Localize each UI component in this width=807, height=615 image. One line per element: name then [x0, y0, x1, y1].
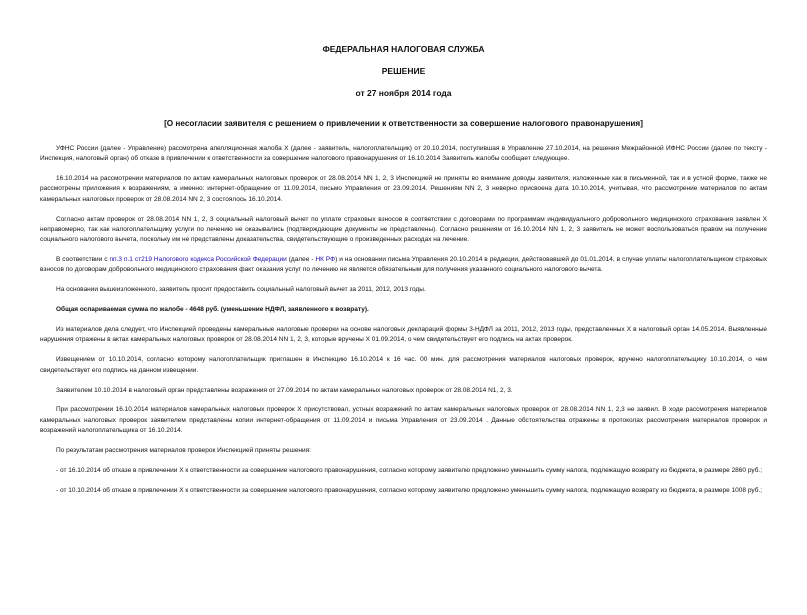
paragraph: Заявителем 10.10.2014 в налоговый орган представлены возражения от 27.09.2014 по актам камеральных налоговых проверок от 28.08.2014 N1, 2, 3. [56, 386, 513, 394]
paragraph-text: В соответствии с [56, 256, 110, 264]
tax-code-link[interactable]: НК РФ [315, 256, 336, 264]
paragraph: Согласно актам проверок от 28.08.2014 NN 1, 2, 3 социальный налоговый вычет по уплате страховых взносов в соответствии с договорами по программам индивидуального добровольного медицинского страхования заявлен X неправомерно, так как налогоплательщику услуги по лечению не оказывались (подтверждающие документы не представлены). Согласно решениям от 16.10.2014 NN 1, 2, 3 заявитель не может воспользоваться правом на получение социального налогового вычета, поскольку им не представлены доказательства, свидетельствующие о произведенных расходах на лечение. [40, 215, 767, 244]
paragraph-text: (далее - [286, 256, 316, 264]
document-page [0, 44, 807, 615]
document-body [40, 144, 767, 496]
paragraph: УФНС России (далее - Управление) рассмотрена апелляционная жалоба X (далее - заявитель, налогоплательщик) от 20.10.2014, поступившая в Управление 27.10.2014, на решения Межрайонной ИФНС России (далее по тексту - Инспекция, налоговый орган) об отказе в привлечении к ответственности за совершение налогового правонарушения от 16.10.2014 Заявитель жалобы сообщает следующее. [40, 145, 767, 163]
decision-list-item: - от 10.10.2014 об отказе в привлечении X к ответственности за совершение налогового правонарушения, согласно которому заявителю предложено уменьшить сумму налога, подлежащую возврату из бюджета, в размере 1008 руб.; [56, 486, 763, 494]
paragraph: По результатам рассмотрения материалов проверок Инспекцией приняты решения: [56, 446, 311, 454]
document-type-heading: РЕШЕНИЕ [381, 66, 426, 76]
disputed-amount-paragraph: Общая оспариваемая сумма по жалобе - 4648 руб. (уменьшение НДФЛ, заявленного к возврату). [56, 306, 369, 314]
paragraph: Извещением от 10.10.2014, согласно которому налогоплательщик приглашен в Инспекцию 16.10.2014 к 16 час. 00 мин. для рассмотрения материалов налоговых проверок, вручено налогоплательщику 10.10.2014, о чем свидетельствует его подпись на данном извещении. [40, 356, 767, 374]
document-subject: [О несогласии заявителя с решением о привлечении к ответственности за совершение налогового правонарушения] [164, 119, 643, 128]
tax-code-article-link[interactable]: пп.3 п.1 ст219 Налогового кодекса Российской Федерации [109, 256, 287, 264]
document-date: от 27 ноября 2014 года [355, 88, 452, 98]
paragraph: 16.10.2014 на рассмотрении материалов по актам камеральных налоговых проверок от 28.08.2014 NN 1, 2, 3 Инспекцией не приняты во внимание доводы заявителя, изложенные как в письменной, так и в устной форме, также не рассмотрены приложения к возражениям, а именно: интернет-обращение от 11.09.2014, письмо Управления от 23.09.2014. Решениям NN 2, 3 неверно присвоена дата 10.10.2014, учитывая, что рассмотрение материалов по актам камеральных налоговых проверок от 28.08.2014 NN 2, 3 состоялось 16.10.2014. [40, 175, 767, 203]
paragraph-text: ) и на основании письма Управления 20.10.2014 в редакции, действовавшей до 01.01.2014, в случае уплаты налогоплательщиком страховых взносов по договорам добровольного медицинского страхования факт оказания услуг по лечению не является обязательным для получения указанного социального налогового вычета. [40, 256, 768, 274]
paragraph: Из материалов дела следует, что Инспекцией проведены камеральные налоговые проверки на основе налоговых деклараций формы 3-НДФЛ за 2011, 2012, 2013 годы, представленных X в налоговый орган 14.05.2014. Выявленные нарушения отражены в актах камеральных налоговых проверок от 28.08.2014 NN 1, 2, 3, которые вручены X 01.09.2014, о чем свидетельствует его подпись на актах проверок. [40, 326, 767, 344]
organization-heading: ФЕДЕРАЛЬНАЯ НАЛОГОВАЯ СЛУЖБА [322, 44, 485, 54]
paragraph: При рассмотрении 16.10.2014 материалов камеральных налоговых проверок X присутствовал, устных возражений по актам камеральных налоговых проверок от 28.08.2014 NN 1, 2,3 не заявил. В ходе рассмотрения материалов камеральных налоговых проверок заявителем представлены копии интернет-обращения от 11.09.2014 и письма Управления от 23.09.2014 . Данные обстоятельства отражены в протоколах рассмотрения материалов проверок и возражений налогоплательщика от 16.10.2014. [40, 406, 767, 434]
decision-list-item: - от 16.10.2014 об отказе в привлечении X к ответственности за совершение налогового правонарушения, согласно которому заявителю предложено уменьшить сумму налога, подлежащую возврату из бюджета, в размере 2860 руб.; [56, 466, 763, 474]
paragraph: На основании вышеизложенного, заявитель просит предоставить социальный налоговый вычет за 2011, 2012, 2013 годы. [56, 286, 426, 294]
paragraph-with-links [40, 255, 767, 276]
